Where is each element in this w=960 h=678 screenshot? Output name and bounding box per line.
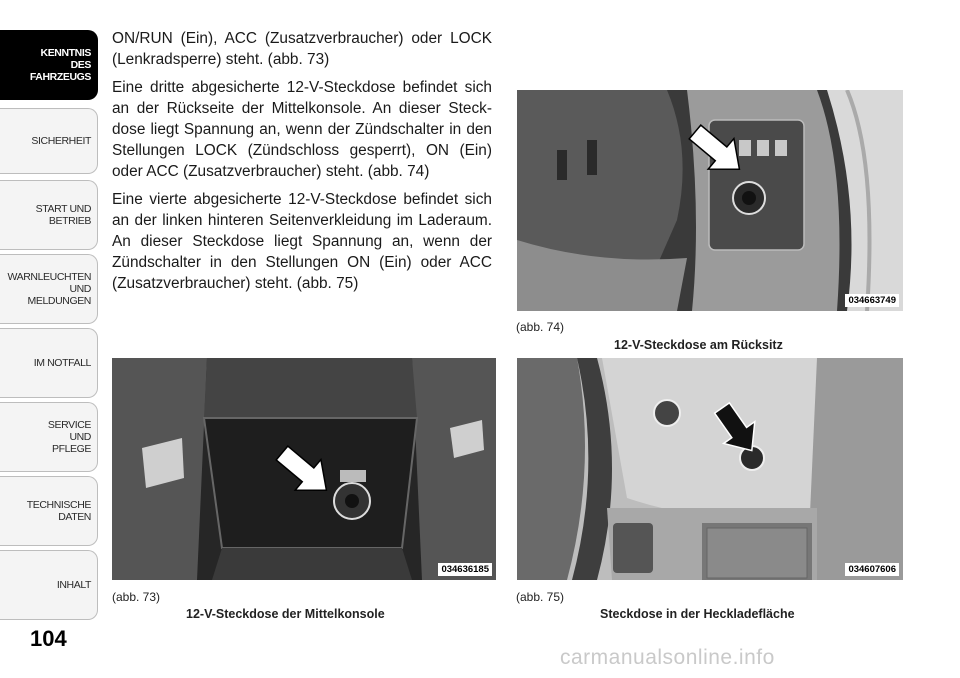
tab-sicherheit[interactable]	[0, 108, 98, 174]
paragraph: Eine vierte abgesicherte 12-V-Steckdose befindet sich an der linken hinteren Seitenverkleidung im Laderaum. An dieser Steckdose liegt Spannung an, wenn der Zündschalter in den Stellungen ON (Ein) oder ACC (Zusatzverbraucher) steht. (abb. 75)	[112, 191, 492, 292]
figure-75-caption: Steckdose in der Heckladefläche	[600, 607, 795, 621]
tab-service-und-pflege[interactable]	[0, 402, 98, 472]
figure-73-caption: 12-V-Steckdose der Mittelkonsole	[186, 607, 385, 621]
figure-code: 034636185	[438, 563, 492, 576]
tab-label: START UND BETRIEB	[35, 203, 91, 227]
tab-label: KENNTNIS DES FAHRZEUGS	[29, 47, 91, 83]
tab-kenntnis-des-fahrzeugs[interactable]	[0, 30, 98, 100]
tab-label: INHALT	[56, 579, 91, 591]
tab-inhalt[interactable]	[0, 550, 98, 620]
rear-seat-outlet-image	[517, 90, 903, 311]
cargo-area-outlet-image	[517, 358, 903, 580]
tab-im-notfall[interactable]	[0, 328, 98, 398]
figure-73-ref: (abb. 73)	[112, 590, 161, 604]
tab-technische-daten[interactable]	[0, 476, 98, 546]
body-text	[112, 28, 492, 301]
tab-label: SERVICE UND PFLEGE	[47, 419, 91, 455]
paragraph: Eine dritte abgesicherte 12-V-Steckdose befindet sich an der Rückseite der Mittelkonsole. An dieser Steck-dose liegt Spannung an, wenn der Zündschalter in den Stellungen LOCK (Zündschloss gesperrt), ON (Ein) oder ACC (Zusatzverbraucher) steht. (abb. 74)	[112, 79, 492, 180]
tab-start-und-betrieb[interactable]	[0, 180, 98, 250]
tab-label: TECHNISCHE DATEN	[26, 499, 91, 523]
center-console-outlet-image	[112, 358, 496, 580]
chapter-tabs	[0, 0, 100, 678]
tab-label: SICHERHEIT	[31, 135, 91, 147]
figure-74-photo	[517, 90, 903, 311]
page-number: 104	[30, 626, 67, 651]
figure-code: 034663749	[845, 294, 899, 307]
tab-warnleuchten-und-meldungen[interactable]	[0, 254, 98, 324]
figure-code: 034607606	[845, 563, 899, 576]
tab-label: WARNLEUCHTEN UND MELDUNGEN	[7, 271, 91, 307]
tab-label: IM NOTFALL	[33, 357, 91, 369]
figure-75-photo	[517, 358, 903, 580]
watermark: carmanualsonline.info	[560, 646, 775, 669]
figure-75-ref: (abb. 75)	[516, 590, 565, 604]
figure-74-ref: (abb. 74)	[516, 320, 565, 334]
figure-74-caption: 12-V-Steckdose am Rücksitz	[614, 338, 783, 352]
paragraph: ON/RUN (Ein), ACC (Zusatzverbraucher) oder LOCK (Lenkradsperre) steht. (abb. 73)	[112, 30, 492, 68]
figure-73-photo	[112, 358, 496, 580]
